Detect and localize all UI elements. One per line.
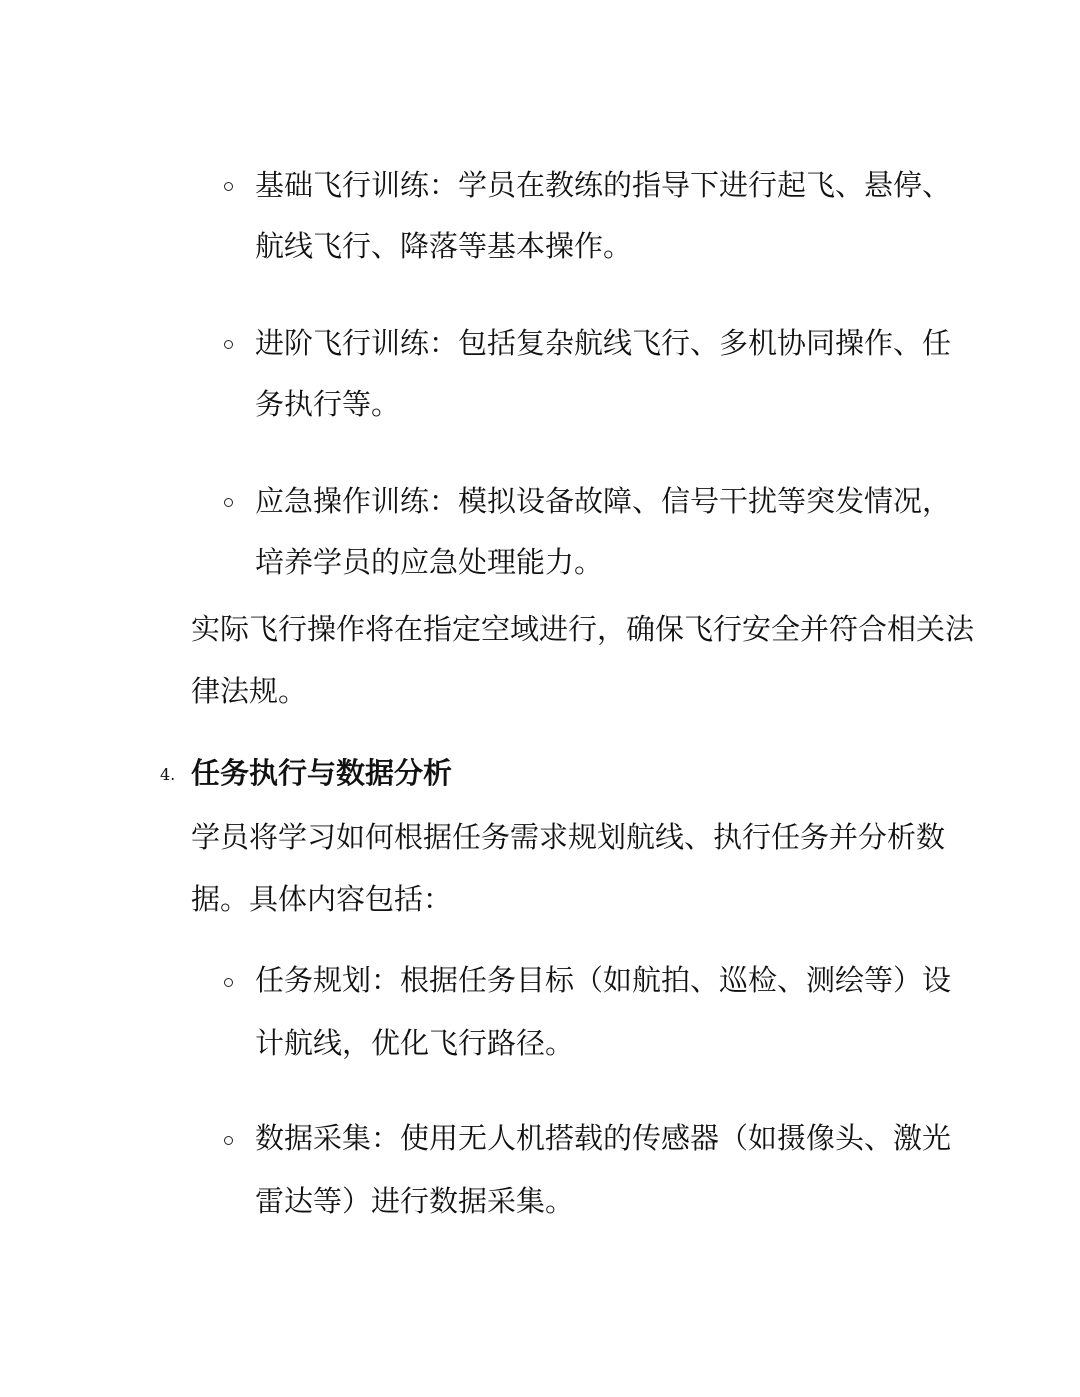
section-heading: 任务执行与数据分析 [191, 756, 453, 790]
bullet-circle-icon [224, 978, 233, 987]
bullet-circle-icon [224, 182, 233, 191]
bullet-circle-icon [224, 1136, 233, 1145]
bullet-circle-icon [224, 498, 233, 507]
list-item-line: 数据采集：使用无人机搭载的传感器（如摄像头、激光 [255, 1121, 952, 1155]
list-item-line: 基础飞行训练：学员在教练的指导下进行起飞、悬停、 [255, 168, 952, 202]
paragraph-line: 律法规。 [191, 674, 308, 708]
list-item-line: 务执行等。 [255, 387, 401, 421]
section-number: 4. [160, 765, 176, 784]
list-item-line: 计航线，优化飞行路径。 [255, 1026, 575, 1060]
list-item-line: 任务规划：根据任务目标（如航拍、巡检、测绘等）设 [255, 963, 952, 997]
list-item-line: 雷达等）进行数据采集。 [255, 1184, 575, 1218]
list-item-line: 应急操作训练：模拟设备故障、信号干扰等突发情况， [255, 484, 952, 518]
paragraph-line: 实际飞行操作将在指定空域进行，确保飞行安全并符合相关法 [191, 612, 975, 646]
paragraph-line: 据。具体内容包括： [191, 882, 453, 916]
paragraph-line: 学员将学习如何根据任务需求规划航线、执行任务并分析数 [191, 820, 946, 854]
list-item-line: 航线飞行、降落等基本操作。 [255, 229, 633, 263]
list-item-line: 进阶飞行训练：包括复杂航线飞行、多机协同操作、任 [255, 326, 952, 360]
bullet-circle-icon [224, 340, 233, 349]
list-item-line: 培养学员的应急处理能力。 [255, 545, 604, 579]
